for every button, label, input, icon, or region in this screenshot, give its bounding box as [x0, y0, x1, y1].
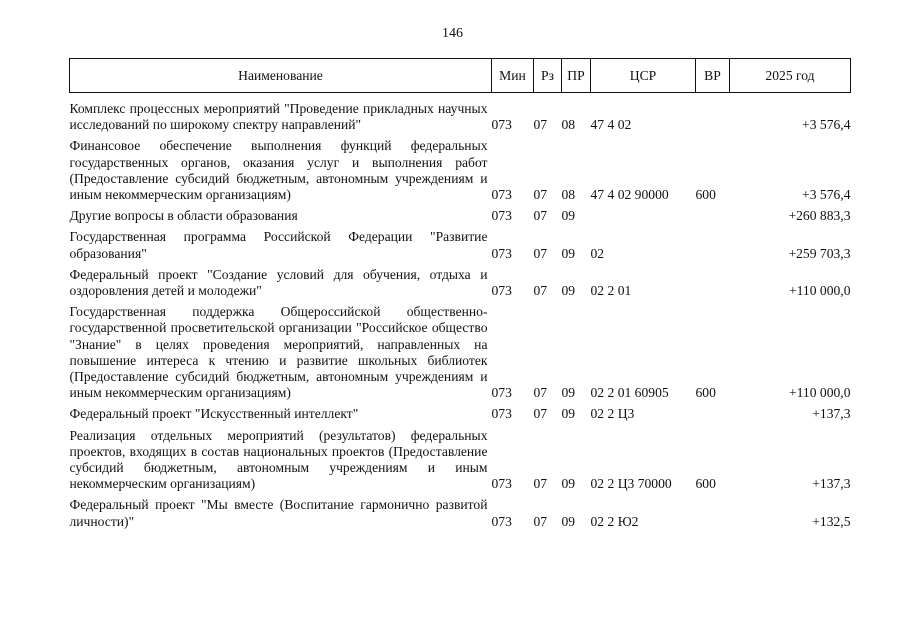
row-name: Финансовое обеспечение выполнения функций федеральных государственных органов, оказания услуг и выполнения работ (Предоставление субсидий бюджетным, автономным учреждениям и иным некоммерческим организациям) — [69, 138, 488, 203]
row-name: Государственная поддержка Общероссийской общественно-государственной просветительской организации "Российское общество "Знание" в целях проведения мероприятий, направленных на повышение интереса к чтению и развитие школьных библиотек (Предоставление субсидий бюджетным, автономным учреждениям и иным некоммерческим организациям) — [69, 304, 488, 401]
row-pr: 09 — [561, 208, 576, 224]
row-csr: 47 4 02 90000 — [590, 187, 669, 203]
budget-table — [69, 58, 851, 530]
row-rz: 07 — [533, 283, 548, 299]
row-amount: +137,3 — [812, 476, 851, 492]
row-vr: 600 — [695, 385, 716, 401]
row-name: Другие вопросы в области образования — [69, 208, 298, 224]
row-vr: 600 — [695, 187, 716, 203]
table-row — [70, 299, 851, 401]
row-rz: 07 — [533, 513, 548, 529]
row-pr: 09 — [561, 513, 576, 529]
row-rz: 07 — [533, 406, 548, 422]
row-name: Реализация отдельных мероприятий (результатов) федеральных проектов, входящих в состав национальных проектов (Предоставление субсидий бюджетным, автономным учреждениям и иным некоммерческим организациям) — [69, 427, 488, 492]
row-rz: 07 — [533, 245, 548, 261]
header-vr: ВР — [696, 59, 730, 93]
row-vr — [696, 224, 730, 261]
row-min: 073 — [491, 117, 512, 133]
row-pr: 09 — [561, 406, 576, 422]
row-amount: +137,3 — [812, 406, 851, 422]
row-name: Федеральный проект "Искусственный интеллект" — [69, 406, 359, 422]
row-amount: +3 576,4 — [802, 187, 851, 203]
row-vr: 600 — [695, 476, 716, 492]
row-min: 073 — [491, 187, 512, 203]
row-amount: +259 703,3 — [788, 245, 851, 261]
header-amount: 2025 год — [730, 59, 851, 93]
table-row — [70, 93, 851, 134]
row-pr: 09 — [561, 476, 576, 492]
header-min: Мин — [492, 59, 534, 93]
row-pr: 08 — [561, 117, 576, 133]
row-csr: 02 2 Ю2 — [590, 513, 639, 529]
row-pr: 09 — [561, 385, 576, 401]
row-amount: +260 883,3 — [788, 208, 851, 224]
row-name: Федеральный проект "Создание условий для обучения, отдыха и оздоровления детей и молодежи" — [69, 266, 488, 299]
row-min: 073 — [491, 208, 512, 224]
row-pr: 09 — [561, 283, 576, 299]
row-vr — [696, 492, 730, 529]
row-min: 073 — [491, 283, 512, 299]
row-name: Комплекс процессных мероприятий "Проведение прикладных научных исследований по широкому спектру направлений" — [69, 101, 488, 133]
table-row — [70, 492, 851, 529]
table-header-row — [70, 59, 851, 93]
row-pr: 09 — [561, 245, 576, 261]
table-row — [70, 423, 851, 493]
row-amount: +3 576,4 — [802, 117, 851, 133]
row-rz: 07 — [533, 385, 548, 401]
row-name: Федеральный проект "Мы вместе (Воспитание гармонично развитой личности)" — [69, 497, 488, 529]
row-csr — [591, 203, 696, 224]
row-vr — [696, 262, 730, 299]
row-vr — [696, 93, 730, 134]
header-csr: ЦСР — [591, 59, 696, 93]
row-min: 073 — [491, 513, 512, 529]
table-row — [70, 133, 851, 203]
table-row — [70, 262, 851, 299]
row-name: Государственная программа Российской Федерации "Развитие образования" — [69, 229, 488, 261]
table-row — [70, 401, 851, 422]
page-number: 146 — [442, 26, 463, 41]
row-csr: 02 2 Ц3 — [590, 406, 635, 422]
header-pr: ПР — [562, 59, 591, 93]
row-rz: 07 — [533, 208, 548, 224]
header-rz: Рз — [534, 59, 562, 93]
row-csr: 47 4 02 — [590, 117, 632, 133]
row-csr: 02 2 Ц3 70000 — [590, 476, 672, 492]
row-pr: 08 — [561, 187, 576, 203]
row-amount: +132,5 — [812, 513, 851, 529]
row-vr — [696, 401, 730, 422]
row-amount: +110 000,0 — [788, 385, 851, 401]
row-min: 073 — [491, 385, 512, 401]
header-name: Наименование — [70, 59, 492, 93]
row-csr: 02 2 01 — [590, 283, 632, 299]
row-csr: 02 2 01 60905 — [590, 385, 669, 401]
table-row — [70, 203, 851, 224]
row-min: 073 — [491, 476, 512, 492]
row-vr — [696, 203, 730, 224]
row-min: 073 — [491, 406, 512, 422]
row-rz: 07 — [533, 476, 548, 492]
row-csr: 02 — [590, 245, 605, 261]
row-rz: 07 — [533, 187, 548, 203]
table-row — [70, 224, 851, 261]
row-rz: 07 — [533, 117, 548, 133]
row-amount: +110 000,0 — [788, 283, 851, 299]
row-min: 073 — [491, 245, 512, 261]
